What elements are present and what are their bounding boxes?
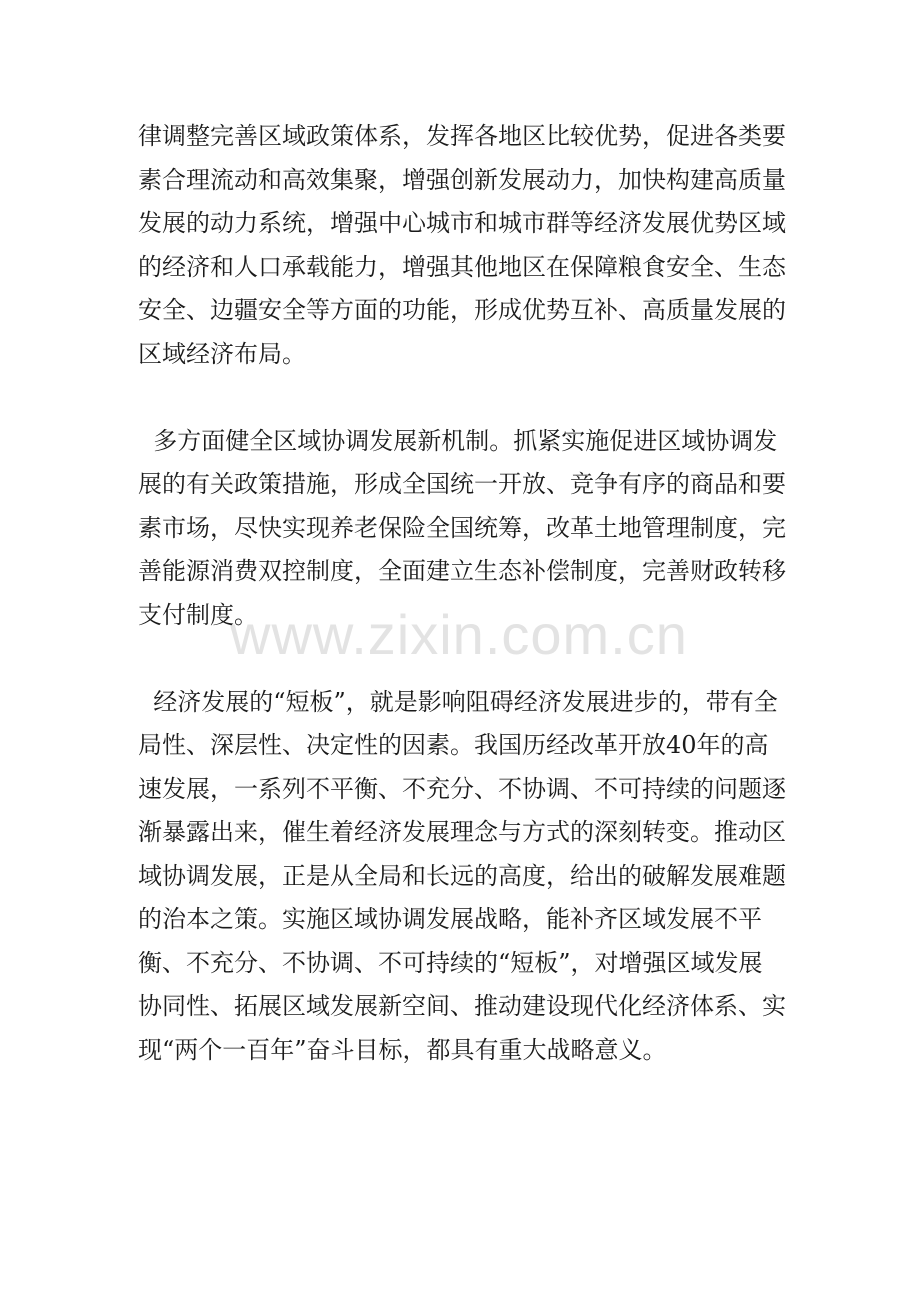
paragraph-3: [138, 681, 786, 1073]
document-body: [138, 115, 786, 1072]
paragraph-3-indent: [138, 688, 153, 716]
paragraph-2: [138, 420, 786, 638]
paragraph-2-text: 多方面健全区域协调发展新机制。抓紧实施促进区域协调发展的有关政策措施，形成全国统一开放、竞争有序的商品和要素市场，尽快实现养老保险全国统筹，改革土地管理制度，完善能源消费双控制度，全面建立生态补偿制度，完善财政转移支付制度。: [138, 426, 786, 629]
paragraph-2-indent: [138, 427, 153, 455]
paragraph-3-text: 经济发展的“短板”，就是影响阻碍经济发展进步的，带有全局性、深层性、决定性的因素。我国历经改革开放40年的高速发展，一系列不平衡、不充分、不协调、不可持续的问题逐渐暴露出来，催生着经济发展理念与方式的深刻转变。推动区域协调发展，正是从全局和长远的高度，给出的破解发展难题的治本之策。实施区域协调发展战略，能补齐区域发展不平衡、不充分、不协调、不可持续的“短板”，对增强区域发展协同性、拓展区域发展新空间、推动建设现代化经济体系、实现“两个一百年”奋斗目标，都具有重大战略意义。: [138, 687, 786, 1064]
paragraph-1: 律调整完善区域政策体系，发挥各地区比较优势，促进各类要素合理流动和高效集聚，增强创新发展动力，加快构建高质量发展的动力系统，增强中心城市和城市群等经济发展优势区域的经济和人口承载能力，增强其他地区在保障粮食安全、生态安全、边疆安全等方面的功能，形成优势互补、高质量发展的区域经济布局。: [138, 122, 786, 368]
watermark: www.zixin.com.cn: [230, 603, 688, 666]
